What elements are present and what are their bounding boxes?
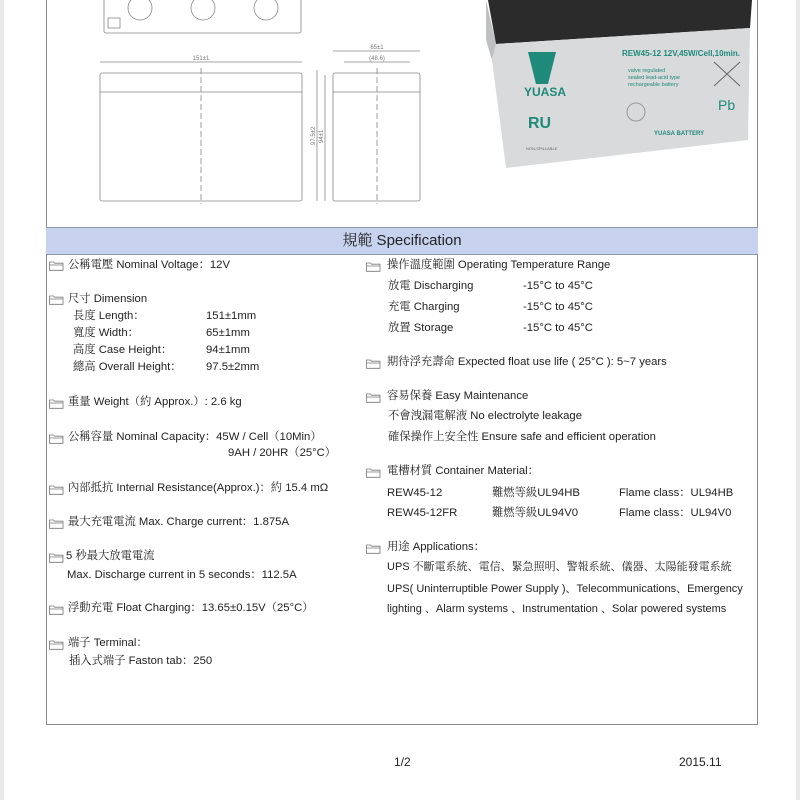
case-height-label: 高度 Case Height： xyxy=(73,344,173,356)
terminal-value: 插入式端子 Faston tab：250 xyxy=(69,655,213,667)
folder-icon xyxy=(49,295,64,305)
charging-value: -15°C to 45°C xyxy=(523,301,593,313)
container-flame-zh: 難燃等級UL94V0 xyxy=(492,507,579,519)
container-model: REW45-12FR xyxy=(387,507,458,519)
width-dimension: 65±1 xyxy=(370,45,384,51)
charging-label: 充電 Charging xyxy=(388,301,460,313)
overall-height-value: 97.5±2mm xyxy=(206,361,260,373)
operating-temperature-heading: 操作溫度範圍 Operating Temperature Range xyxy=(387,259,611,271)
svg-text:RU: RU xyxy=(528,115,552,132)
length-value: 151±1mm xyxy=(206,310,257,322)
folder-icon xyxy=(49,261,64,271)
svg-text:YUASA BATTERY: YUASA BATTERY xyxy=(654,131,705,137)
folder-icon xyxy=(49,434,64,444)
section-header: 規範 Specification xyxy=(46,227,758,255)
applications-line-1: UPS 不斷電系統、電信、緊急照明、警報系統、儀器、太陽能發電系統 xyxy=(387,561,732,573)
storage-label: 放置 Storage xyxy=(388,322,454,334)
container-flame-en: Flame class：UL94V0 xyxy=(619,507,732,519)
svg-text:valve regulated: valve regulated xyxy=(628,68,666,74)
svg-text:NON-SPILLABLE: NON-SPILLABLE xyxy=(526,146,558,151)
width-value: 65±1mm xyxy=(206,327,250,339)
container-flame-zh: 難燃等級UL94HB xyxy=(492,487,580,499)
terminal-heading: 端子 Terminal： xyxy=(68,637,148,649)
maintenance-line-1: 不會洩漏電解液 No electrolyte leakage xyxy=(388,410,582,422)
case-height-value: 94±1mm xyxy=(206,344,250,356)
discharge-heading: 5 秒最大放電電流 xyxy=(66,550,155,562)
folder-icon xyxy=(366,393,381,403)
float-charging: 浮動充電 Float Charging：13.65±0.15V（25°C） xyxy=(68,602,314,614)
folder-icon xyxy=(49,519,64,529)
internal-resistance: 內部抵抗 Internal Resistance(Approx.)：約 15.4 mΩ xyxy=(68,482,329,494)
svg-text:sealed lead-acid type: sealed lead-acid type xyxy=(628,75,680,81)
svg-text:rechargeable battery: rechargeable battery xyxy=(628,82,679,88)
overall-height-label: 總高 Overall Height： xyxy=(73,361,182,373)
folder-icon xyxy=(366,468,381,478)
folder-icon xyxy=(49,605,64,615)
svg-text:REW45-12 12V,45W/Cell,10min.: REW45-12 12V,45W/Cell,10min. xyxy=(622,49,740,58)
nominal-capacity-20hr: 9AH / 20HR（25°C） xyxy=(228,447,337,459)
dimension-drawing xyxy=(0,0,480,225)
folder-icon xyxy=(366,544,381,554)
terminal-spacing-dimension: (48.6) xyxy=(369,56,385,62)
folder-icon xyxy=(49,553,64,563)
nominal-capacity: 公稱容量 Nominal Capacity：45W / Cell（10Min） xyxy=(68,431,322,443)
maintenance-line-2: 確保操作上安全性 Ensure safe and efficient operation xyxy=(388,431,656,443)
dimension-heading: 尺寸 Dimension xyxy=(68,293,148,305)
overall-height-dimension: 97.5±2 xyxy=(311,126,317,145)
battery-photo xyxy=(486,0,758,175)
nominal-voltage: 公稱電壓 Nominal Voltage：12V xyxy=(68,259,230,271)
discharging-label: 放電 Discharging xyxy=(388,280,474,292)
folder-icon xyxy=(366,262,381,272)
container-model: REW45-12 xyxy=(387,487,443,499)
max-charge-current: 最大充電電流 Max. Charge current：1.875A xyxy=(68,516,289,528)
width-label: 寬度 Width： xyxy=(73,327,139,339)
container-flame-en: Flame class：UL94HB xyxy=(619,487,734,499)
folder-icon xyxy=(49,640,64,650)
folder-icon xyxy=(49,399,64,409)
easy-maintenance-heading: 容易保養 Easy Maintenance xyxy=(387,390,529,402)
discharging-value: -15°C to 45°C xyxy=(523,280,593,292)
brand-logo-text: YUASA xyxy=(524,85,567,99)
weight: 重量 Weight（約 Approx.）: 2.6 kg xyxy=(68,396,242,408)
applications-heading: 用途 Applications： xyxy=(387,541,485,553)
page-number: 1/2 xyxy=(394,755,411,769)
applications-line-2: UPS( Uninterruptible Power Supply )、Telecommunications、Emergency xyxy=(387,583,743,595)
document-date: 2015.11 xyxy=(679,755,722,769)
storage-value: -15°C to 45°C xyxy=(523,322,593,334)
svg-text:Pb: Pb xyxy=(718,97,736,113)
length-dimension: 151±1 xyxy=(192,56,210,62)
container-material-heading: 電槽材質 Container Material： xyxy=(387,465,539,477)
folder-icon xyxy=(49,485,64,495)
top-view xyxy=(104,0,301,33)
folder-icon xyxy=(366,359,381,369)
case-height-dimension: 94±1 xyxy=(319,129,325,143)
length-label: 長度 Length： xyxy=(73,310,145,322)
applications-line-3: lighting 、Alarm systems 、Instrumentation 、Solar powered systems xyxy=(387,603,727,615)
max-discharge-current: Max. Discharge current in 5 seconds：112.5A xyxy=(67,569,297,581)
expected-life: 期待浮充壽命 Expected float use life ( 25°C ): 5~7 years xyxy=(387,356,667,368)
